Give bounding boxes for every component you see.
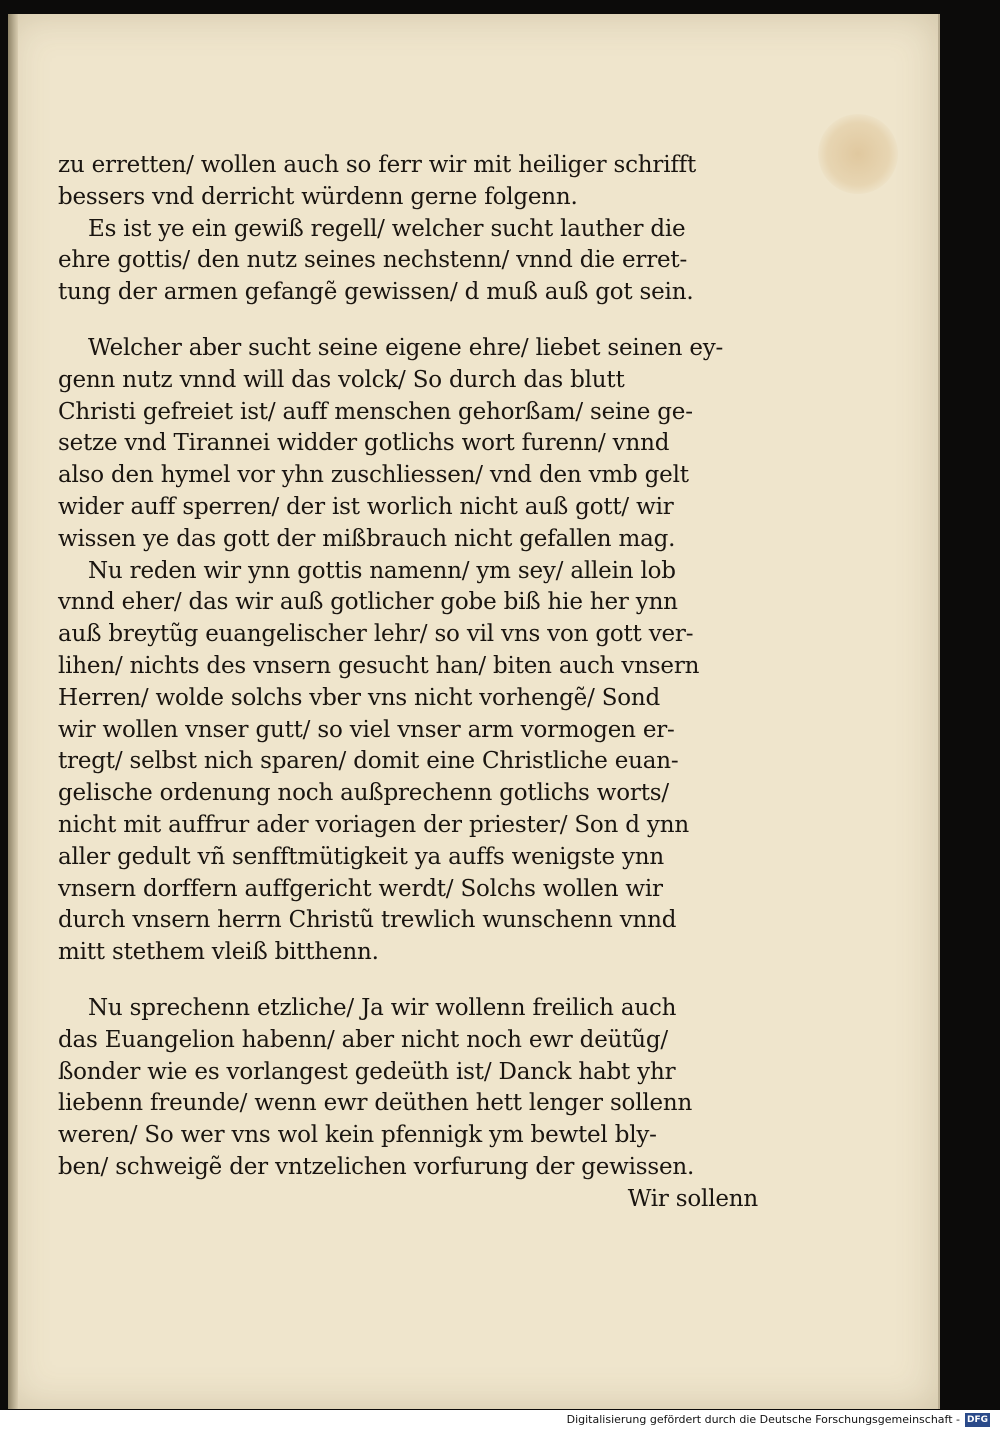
text-line: Nu sprechenn etzliche/ Ja wir wollenn freilich auch (88, 994, 677, 1021)
text-line: tregt/ selbst nich sparen/ domit eine Christliche euan- (58, 748, 679, 775)
footer-credit: Digitalisierung gefördert durch die Deutsche Forschungsgemeinschaft - (566, 1413, 960, 1426)
text-line: liebenn freunde/ wenn ewr deüthen hett lenger sollenn (58, 1090, 693, 1117)
page-gutter (8, 14, 18, 1409)
text-line: auß breytũg euangelischer lehr/ so vil vns von gott ver- (58, 621, 694, 648)
text-line: genn nutz vnnd will das volck/ So durch das blutt (58, 366, 625, 393)
text-line: zu erretten/ wollen auch so ferr wir mit heiliger schrifft (58, 152, 697, 178)
text-line: lihen/ nichts des vnsern gesucht han/ biten auch vnsern (58, 652, 700, 679)
text-line: Herren/ wolde solchs vber vns nicht vorhengẽ/ Sond (58, 684, 661, 711)
text-line: ehre gottis/ den nutz seines nechstenn/ vnnd die erret- (58, 247, 688, 274)
text-line: Nu reden wir ynn gottis namenn/ ym sey/ allein lob (88, 557, 676, 584)
text-line: ben/ schweigẽ der vntzelichen vorfurung der gewissen. (58, 1153, 695, 1180)
page-text (58, 150, 758, 1216)
footer (0, 1410, 1000, 1431)
text-line: vnnd eher/ das wir auß gotlicher gobe biß hie her ynn (58, 589, 678, 616)
text-line: das Euangelion habenn/ aber nicht noch ewr deütũg/ (58, 1026, 668, 1053)
text-line: Es ist ye ein gewiß regell/ welcher sucht lauther die (88, 215, 686, 242)
text-line: gelische ordenung noch außprechenn gotlichs worts/ (58, 780, 669, 807)
text-line: wissen ye das gott der mißbrauch nicht gefallen mag. (58, 525, 676, 552)
text-line: tung der armen gefangẽ gewissen/ d muß auß got sein. (58, 279, 694, 306)
text-line: ßonder wie es vorlangest gedeüth ist/ Danck habt yhr (58, 1058, 676, 1085)
text-line: Christi gefreiet ist/ auff menschen gehorßam/ seine ge- (58, 398, 693, 425)
text-line: also den hymel vor yhn zuschliessen/ vnd den vmb gelt (58, 462, 689, 489)
text-line: durch vnsern herrn Christũ trewlich wunschenn vnnd (58, 907, 677, 934)
text-line: weren/ So wer vns wol kein pfennigk ym bewtel bly- (58, 1122, 657, 1149)
text-line: mitt stethem vleiß bitthenn. (58, 939, 379, 966)
catchword: Wir sollenn (627, 1185, 758, 1212)
text-line: aller gedult vñ senfftmütigkeit ya auffs wenigste ynn (58, 843, 664, 870)
paper-stain (818, 114, 898, 194)
dfg-logo: DFG (966, 1415, 988, 1425)
text-line: wir wollen vnser gutt/ so viel vnser arm vormogen er- (58, 716, 675, 743)
text-line: setze vnd Tirannei widder gotlichs wort furenn/ vnnd (58, 430, 670, 457)
text-line: wider auff sperren/ der ist worlich nicht auß gott/ wir (58, 493, 674, 520)
text-line: nicht mit auffrur ader voriagen der priester/ Son d ynn (58, 811, 689, 838)
text-line: bessers vnd derricht würdenn gerne folgenn. (58, 183, 578, 210)
text-line: vnsern dorffern auffgericht werdt/ Solchs wollen wir (58, 875, 663, 902)
text-line: Welcher aber sucht seine eigene ehre/ liebet seinen ey- (88, 334, 724, 361)
